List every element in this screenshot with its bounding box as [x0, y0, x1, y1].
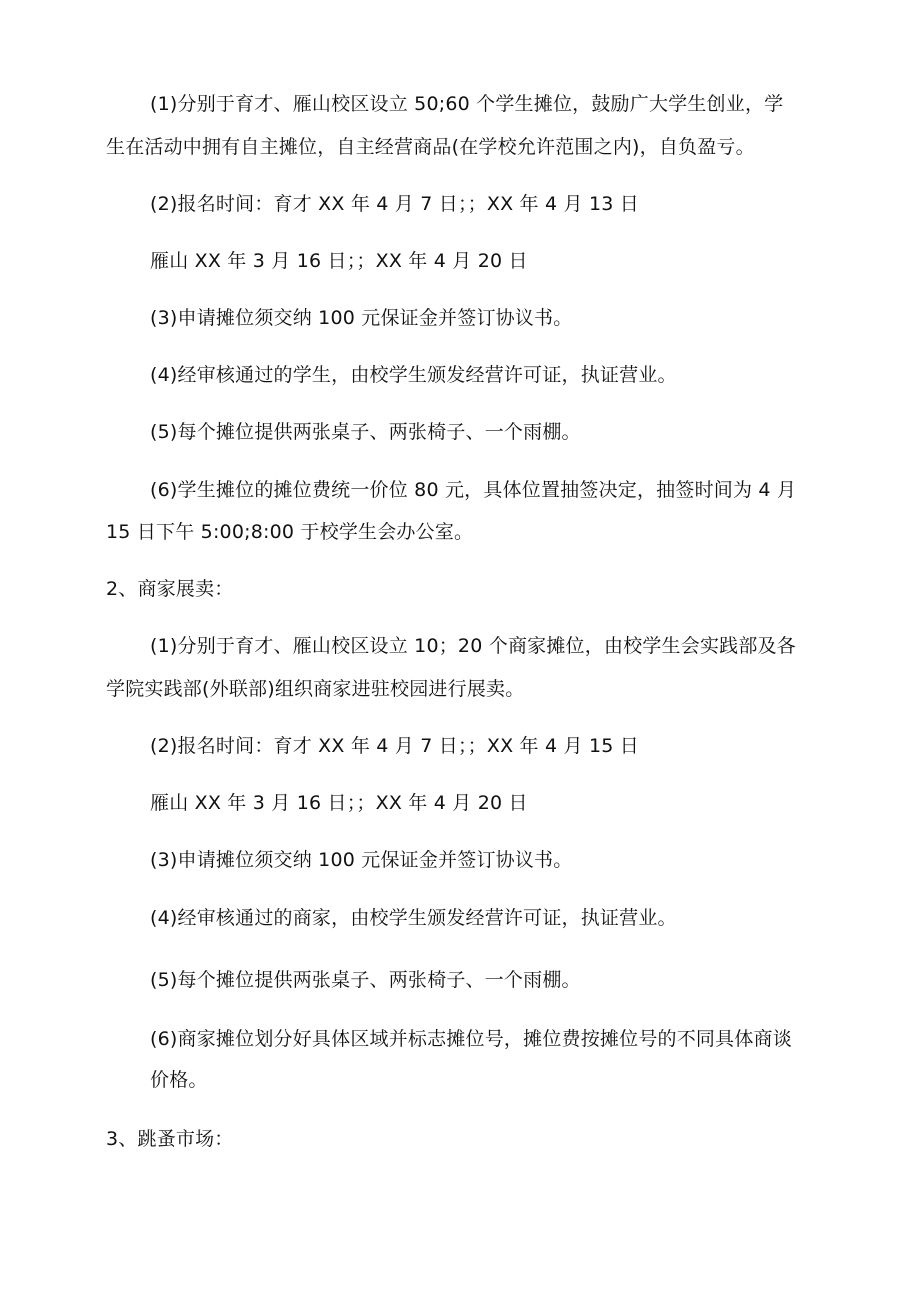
section-heading-flea-market: 3、跳蚤市场：: [106, 1128, 234, 1150]
merchant-stall-item-1-line-2: 学院实践部(外联部)组织商家进驻校园进行展卖。: [106, 678, 525, 700]
merchant-stall-item-6-line-2: 价格。: [150, 1069, 208, 1091]
merchant-stall-item-1-line-1: (1)分别于育才、雁山校区设立 10；20 个商家摊位，由校学生会实践部及各: [150, 635, 796, 657]
merchant-stall-item-2-line-1: (2)报名时间：育才 XX 年 4 月 7 日；；XX 年 4 月 15 日: [150, 735, 639, 757]
student-stall-item-1-line-1: (1)分别于育才、雁山校区设立 50;60 个学生摊位，鼓励广大学生创业，学: [150, 93, 784, 115]
merchant-stall-item-3: (3)申请摊位须交纳 100 元保证金并签订协议书。: [150, 849, 573, 871]
student-stall-item-6-line-2: 15 日下午 5:00;8:00 于校学生会办公室。: [106, 521, 474, 543]
merchant-stall-item-2-line-2: 雁山 XX 年 3 月 16 日；；XX 年 4 月 20 日: [150, 792, 528, 814]
merchant-stall-item-5: (5)每个摊位提供两张桌子、两张椅子、一个雨棚。: [150, 969, 581, 991]
student-stall-item-5: (5)每个摊位提供两张桌子、两张椅子、一个雨棚。: [150, 421, 581, 443]
student-stall-item-1-line-2: 生在活动中拥有自主摊位，自主经营商品(在学校允许范围之内)，自负盈亏。: [106, 136, 755, 158]
student-stall-item-2-line-2: 雁山 XX 年 3 月 16 日；；XX 年 4 月 20 日: [150, 250, 528, 272]
merchant-stall-item-4: (4)经审核通过的商家，由校学生颁发经营许可证，执证营业。: [150, 907, 677, 929]
student-stall-item-6-line-1: (6)学生摊位的摊位费统一价位 80 元，具体位置抽签决定，抽签时间为 4 月: [150, 479, 797, 501]
student-stall-item-3: (3)申请摊位须交纳 100 元保证金并签订协议书。: [150, 307, 573, 329]
student-stall-item-4: (4)经审核通过的学生，由校学生颁发经营许可证，执证营业。: [150, 364, 677, 386]
student-stall-item-2-line-1: (2)报名时间：育才 XX 年 4 月 7 日；；XX 年 4 月 13 日: [150, 193, 639, 215]
merchant-stall-item-6-line-1: (6)商家摊位划分好具体区域并标志摊位号，摊位费按摊位号的不同具体商谈: [150, 1028, 792, 1050]
section-heading-merchant-exhibition: 2、商家展卖：: [106, 578, 234, 600]
